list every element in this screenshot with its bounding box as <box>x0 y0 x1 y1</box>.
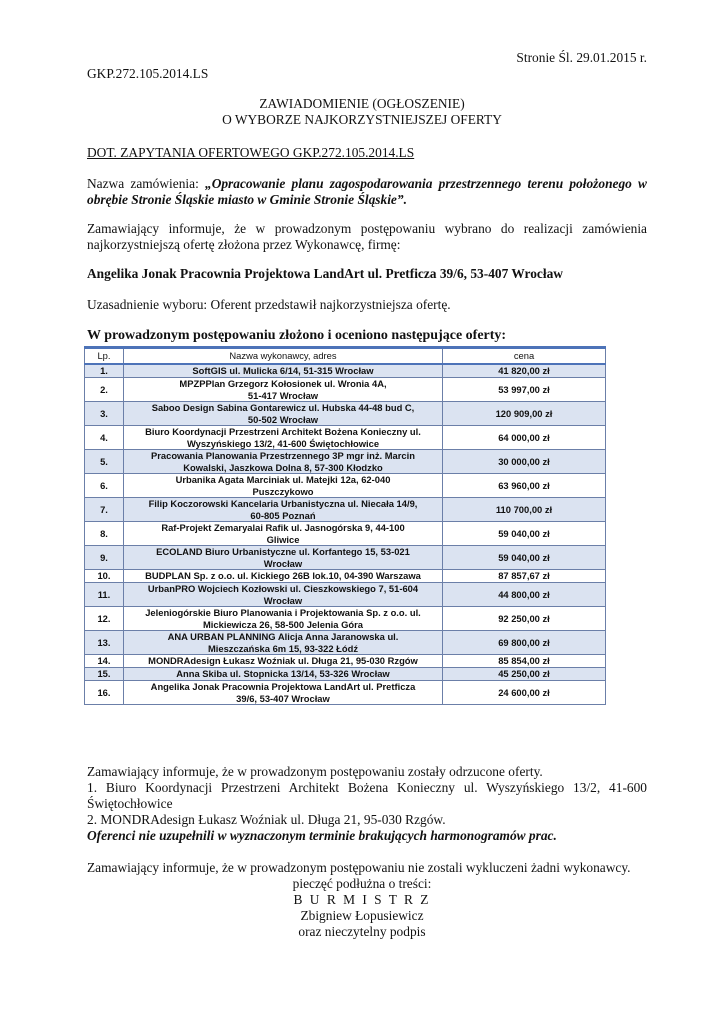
reference-number: GKP.272.105.2014.LS <box>87 66 209 81</box>
rejected-offer-2: 2. MONDRAdesign Łukasz Woźniak ul. Długa 21, 95-030 Rzgów. <box>87 812 446 827</box>
table-row <box>85 450 606 474</box>
cell-contractor: Jeleniogórskie Biuro Planowania i Projektowania Sp. z o.o. ul. Mickiewicza 26, 58-500 Jelenia Góra <box>124 607 443 631</box>
cell-price: 24 600,00 zł <box>443 681 606 705</box>
offers-table-heading: W prowadzonym postępowaniu złożono i oceniono następujące oferty: <box>87 328 507 343</box>
table-row <box>85 570 606 583</box>
cell-lp: 3. <box>85 402 124 426</box>
offers-table <box>84 346 606 705</box>
cell-price: 45 250,00 zł <box>443 668 606 681</box>
cell-lp: 12. <box>85 607 124 631</box>
header-lp: Lp. <box>85 348 124 365</box>
cell-price: 53 997,00 zł <box>443 378 606 402</box>
cell-contractor: ECOLAND Biuro Urbanistyczne ul. Korfantego 15, 53-021 Wrocław <box>124 546 443 570</box>
table-row <box>85 668 606 681</box>
document-date: Stronie Śl. 29.01.2015 r. <box>516 50 647 65</box>
rejected-offer-1: 1. Biuro Koordynacji Przestrzeni Architekt Bożena Konieczny ul. Wyszyńskiego 13/2, 41-600 Świętochłowice <box>87 780 647 811</box>
cell-contractor: BUDPLAN Sp. z o.o. ul. Kickiego 26B lok.10, 04-390 Warszawa <box>124 570 443 583</box>
cell-lp: 8. <box>85 522 124 546</box>
exclusion-info: Zamawiający informuje, że w prowadzonym postępowaniu nie zostali wykluczeni żadni wykonawcy. <box>87 860 631 875</box>
cell-price: 87 857,67 zł <box>443 570 606 583</box>
cell-contractor: Saboo Design Sabina Gontarewicz ul. Hubska 44-48 bud C, 50-502 Wrocław <box>124 402 443 426</box>
winner-name: Angelika Jonak Pracownia Projektowa LandArt ul. Pretficza 39/6, 53-407 Wrocław <box>87 266 563 281</box>
table-row <box>85 498 606 522</box>
order-name-label: Nazwa zamówienia: <box>87 176 205 191</box>
rejected-intro: Zamawiający informuje, że w prowadzonym postępowaniu zostały odrzucone oferty. <box>87 764 543 779</box>
cell-lp: 14. <box>85 655 124 668</box>
table-row <box>85 426 606 450</box>
order-name-paragraph <box>87 176 647 208</box>
document-title-line2: O WYBORZE NAJKORZYSTNIEJSZEJ OFERTY <box>222 112 502 127</box>
cell-lp: 4. <box>85 426 124 450</box>
cell-contractor: Angelika Jonak Pracownia Projektowa LandArt ul. Pretficza 39/6, 53-407 Wrocław <box>124 681 443 705</box>
table-row <box>85 378 606 402</box>
cell-price: 92 250,00 zł <box>443 607 606 631</box>
justification: Uzasadnienie wyboru: Oferent przedstawił najkorzystniejsza ofertę. <box>87 297 451 312</box>
cell-contractor: ANA URBAN PLANNING Alicja Anna Jaranowska ul. Mieszczańska 6m 15, 93-322 Łódź <box>124 631 443 655</box>
rejection-reason: Oferenci nie uzupełnili w wyznaczonym terminie brakujących harmonogramów prac. <box>87 828 557 843</box>
cell-lp: 1. <box>85 364 124 378</box>
cell-price: 63 960,00 zł <box>443 474 606 498</box>
table-row <box>85 364 606 378</box>
table-row <box>85 402 606 426</box>
cell-contractor: Pracowania Planowania Przestrzennego 3P mgr inż. Marcin Kowalski, Jaszkowa Dolna 8, 57-300 Kłodzko <box>124 450 443 474</box>
cell-lp: 5. <box>85 450 124 474</box>
mayor-name: Zbigniew Łopusiewicz <box>300 908 424 923</box>
selection-info: Zamawiający informuje, że w prowadzonym postępowaniu wybrano do realizacji zamówienia najkorzystniejszą ofertę złożona przez Wykonawcę, firmę: <box>87 221 647 252</box>
table-row <box>85 681 606 705</box>
cell-price: 41 820,00 zł <box>443 364 606 378</box>
cell-contractor: MONDRAdesign Łukasz Woźniak ul. Długa 21, 95-030 Rzgów <box>124 655 443 668</box>
stamp-description: pieczęć podłużna o treści: <box>292 876 432 891</box>
cell-lp: 16. <box>85 681 124 705</box>
cell-lp: 13. <box>85 631 124 655</box>
subject-line: DOT. ZAPYTANIA OFERTOWEGO GKP.272.105.2014.LS <box>87 145 415 160</box>
cell-lp: 7. <box>85 498 124 522</box>
table-row <box>85 631 606 655</box>
cell-price: 69 800,00 zł <box>443 631 606 655</box>
stamp-title: B U R M I S T R Z <box>293 892 431 907</box>
cell-contractor: Biuro Koordynacji Przestrzeni Architekt Bożena Konieczny ul. Wyszyńskiego 13/2, 41-600 Świętochłowice <box>124 426 443 450</box>
table-row <box>85 655 606 668</box>
table-row <box>85 607 606 631</box>
cell-contractor: SoftGIS ul. Mulicka 6/14, 51-315 Wrocław <box>124 364 443 378</box>
cell-contractor: MPZPPlan Grzegorz Kołosionek ul. Wronia 4A, 51-417 Wrocław <box>124 378 443 402</box>
cell-lp: 2. <box>85 378 124 402</box>
cell-price: 59 040,00 zł <box>443 546 606 570</box>
cell-price: 59 040,00 zł <box>443 522 606 546</box>
cell-lp: 6. <box>85 474 124 498</box>
cell-lp: 11. <box>85 583 124 607</box>
cell-price: 110 700,00 zł <box>443 498 606 522</box>
cell-price: 30 000,00 zł <box>443 450 606 474</box>
signature-note: oraz nieczytelny podpis <box>298 924 426 939</box>
cell-price: 85 854,00 zł <box>443 655 606 668</box>
document-title-line1: ZAWIADOMIENIE (OGŁOSZENIE) <box>259 96 465 111</box>
cell-contractor: Filip Koczorowski Kancelaria Urbanistyczna ul. Niecała 14/9, 60-805 Poznań <box>124 498 443 522</box>
cell-price: 120 909,00 zł <box>443 402 606 426</box>
cell-contractor: Urbanika Agata Marciniak ul. Matejki 12a, 62-040 Puszczykowo <box>124 474 443 498</box>
header-price: cena <box>443 348 606 365</box>
cell-contractor: Anna Skiba ul. Stopnicka 13/14, 53-326 Wrocław <box>124 668 443 681</box>
cell-price: 44 800,00 zł <box>443 583 606 607</box>
table-row <box>85 583 606 607</box>
header-contractor: Nazwa wykonawcy, adres <box>124 348 443 365</box>
table-row <box>85 474 606 498</box>
cell-contractor: Raf-Projekt Zemaryalai Rafik ul. Jasnogórska 9, 44-100 Gliwice <box>124 522 443 546</box>
cell-contractor: UrbanPRO Wojciech Kozłowski ul. Cieszkowskiego 7, 51-604 Wrocław <box>124 583 443 607</box>
table-row <box>85 546 606 570</box>
cell-price: 64 000,00 zł <box>443 426 606 450</box>
order-name: „Opracowanie planu zagospodarowania przestrzennego terenu położonego w obrębie Stronie Śląskie miasto w Gminie Stronie Śląskie”. <box>87 176 647 207</box>
cell-lp: 9. <box>85 546 124 570</box>
cell-lp: 15. <box>85 668 124 681</box>
table-row <box>85 522 606 546</box>
cell-lp: 10. <box>85 570 124 583</box>
table-header-row <box>85 348 606 365</box>
